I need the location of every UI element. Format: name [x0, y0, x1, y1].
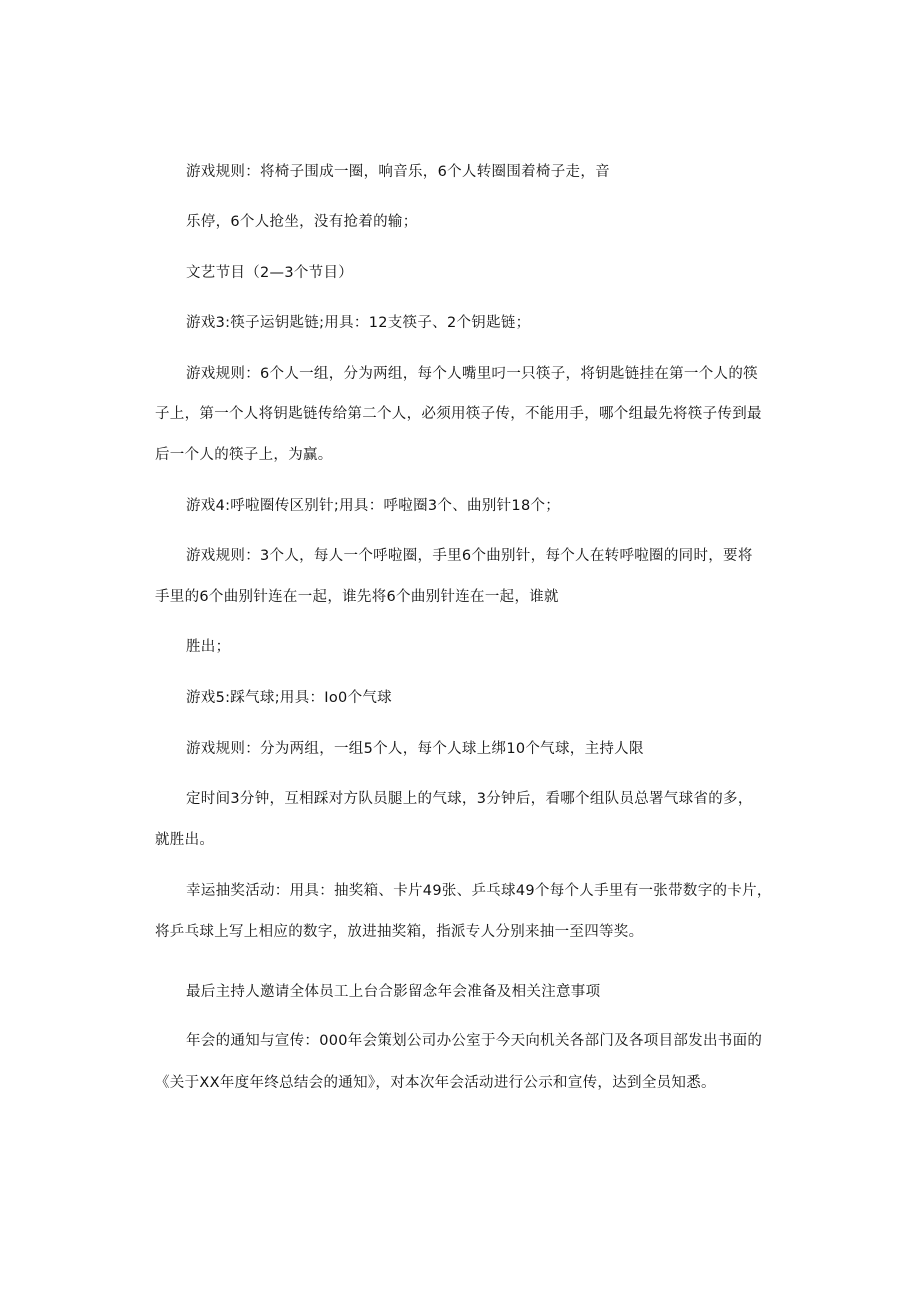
paragraph-line: 子上，第一个人将钥匙链传给第二个人，必须用筷子传，不能用手，哪个组最先将筷子传到最 — [155, 406, 762, 422]
paragraph-line: 乐停，6个人抢坐，没有抢着的输； — [186, 214, 418, 230]
paragraph-line: 游戏规则：将椅子围成一圈，响音乐，6个人转圈围着椅子走，音 — [186, 164, 610, 180]
paragraph-line: 游戏规则：分为两组，一组5个人，每个人球上绑10个气球，主持人限 — [186, 741, 644, 757]
paragraph-line: 胜出； — [186, 639, 231, 655]
paragraph-line: 手里的6个曲别针连在一起，谁先将6个曲别针连在一起，谁就 — [155, 589, 559, 605]
paragraph-line: 游戏4:呼啦圈传区别针;用具：呼啦圈3个、曲别针18个； — [186, 498, 561, 514]
paragraph-line: 游戏5:踩气球;用具：Io0个气球 — [186, 690, 392, 706]
paragraph-line: 就胜出。 — [155, 832, 215, 848]
paragraph-line: 游戏3:筷子运钥匙链;用具：12支筷子、2个钥匙链； — [186, 315, 531, 331]
paragraph-line: 文艺节目（2—3个节目） — [186, 265, 354, 281]
paragraph-line: 将乒乓球上写上相应的数字，放进抽奖箱，指派专人分别来抽一至四等奖。 — [155, 924, 644, 940]
paragraph-line: 幸运抽奖活动：用具：抽奖箱、卡片49张、乒乓球49个每个人手里有一张带数字的卡片， — [186, 883, 772, 899]
paragraph-line: 游戏规则：6个人一组，分为两组，每个人嘴里叼一只筷子，将钥匙链挂在第一个人的筷 — [186, 366, 758, 382]
paragraph-line: 定时间3分钟，互相踩对方队员腿上的气球，3分钟后，看哪个组队员总署气球省的多， — [186, 791, 753, 807]
paragraph-line: 最后主持人邀请全体员工上台合影留念年会准备及相关注意事项 — [186, 984, 601, 1000]
paragraph-line: 游戏规则：3个人，每人一个呼啦圈，手里6个曲别针，每个人在转呼啦圈的同时，要将 — [186, 548, 753, 564]
paragraph-line: 年会的通知与宣传：000年会策划公司办公室于今天向机关各部门及各项目部发出书面的 — [186, 1033, 763, 1049]
paragraph-line: 《关于XX年度年终总结会的通知》，对本次年会活动进行公示和宣传，达到全员知悉。 — [155, 1075, 716, 1091]
paragraph-line: 后一个人的筷子上，为赢。 — [155, 447, 333, 463]
